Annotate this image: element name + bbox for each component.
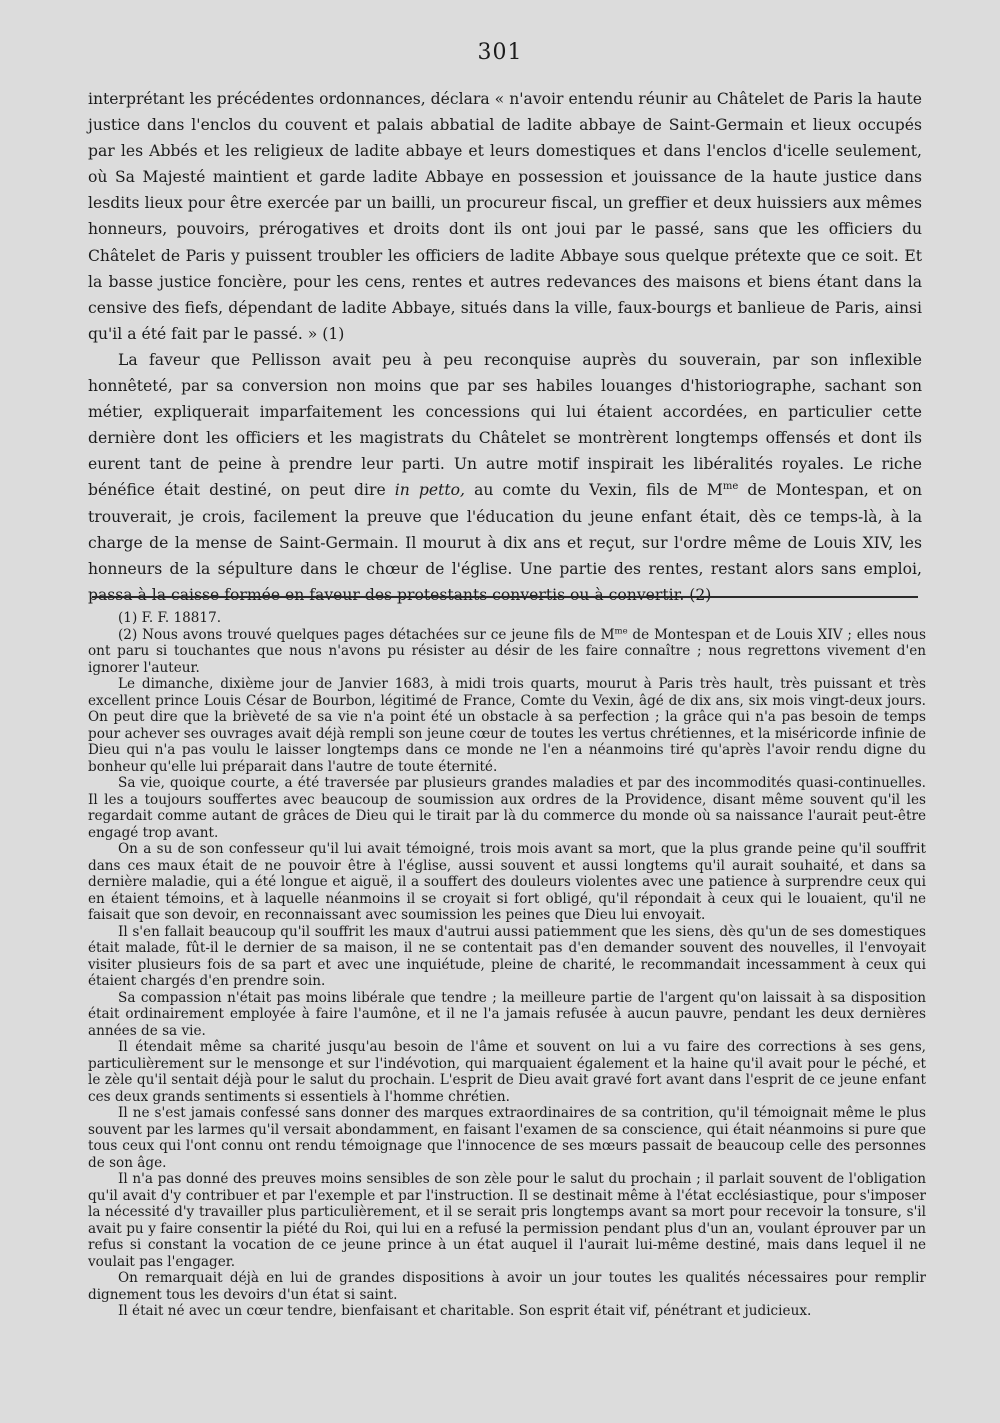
footnote-2-text-a: (2) Nous avons trouvé quelques pages détachées sur ce jeune fils de M: [118, 626, 615, 643]
footnote-paragraph: Sa compassion n'était pas moins libérale que tendre ; la meilleure partie de l'argent qu'on laissait à sa disposition était ordinairement employée à faire l'aumône, et il ne l'a jamais refusée à aucun pauvre, pendant les deux dernières années de sa vie.: [88, 989, 926, 1039]
superscript: me: [614, 625, 628, 636]
footnote-paragraph: Sa vie, quoique courte, a été traversée par plusieurs grandes maladies et par des incommodités quasi-continuelles. Il les a toujours souffertes avec beaucoup de soumission aux ordres de la Providence, disant même souvent qu'il les regardait comme autant de grâces de Dieu qui le tirait par là du commerce du monde où sa naissance l'aurait peut-être engagé trop avant.: [88, 775, 926, 841]
main-paragraph-2-text-b: au comte du Vexin, fils de M: [465, 481, 723, 500]
footnote-2-text-b: de Montespan et de Louis XIV ; elles nous ont paru si touchantes que nous n'avons pu résister au désir de les faire connaître ; nous regrettons vivement d'en ignorer l'auteur.: [88, 626, 926, 676]
footnote-2: [88, 627, 926, 677]
main-paragraph-1: interprétant les précédentes ordonnances, déclara « n'avoir entendu réunir au Châtelet de Paris la haute justice dans l'enclos du couvent et palais abbatial de ladite abbaye de Saint-Germain et lieux occupés par les Abbés et les religieux de ladite abbaye et leurs domestiques et dans l'enclos d'icelle seulement, où Sa Majesté maintient et garde ladite Abbaye en possession et jouissance de la haute justice dans lesdits lieux pour être exercée par un bailli, un procureur fiscal, un greffier et deux huissiers aux mêmes honneurs, pouvoirs, prérogatives et droits dont ils ont joui par le passé, sans que les officiers du Châtelet de Paris y puissent troubler les officiers de ladite Abbaye sous quelque prétexte que ce soit. Et la basse justice foncière, pour les cens, rentes et autres redevances des maisons et biens étant dans la censive des fiefs, dépendant de ladite Abbaye, situés dans la ville, faux-bourgs et banlieue de Paris, ainsi qu'il a été fait par le passé. » (1): [88, 90, 922, 343]
footnote-paragraph: Il s'en fallait beaucoup qu'il souffrit les maux d'autrui aussi patiemment que les siens, dès qu'un de ses domestiques était malade, fût-il le dernier de sa maison, il ne se contentait pas d'en demander souvent des nouvelles, il l'envoyait visiter plusieurs fois de sa part et avec une inquiétude, pleine de charité, le recommandait incessamment à ceux qui étaient chargés d'en prendre soin.: [88, 923, 926, 989]
footnote-paragraph: Il était né avec un cœur tendre, bienfaisant et charitable. Son esprit était vif, pénétrant et judicieux.: [118, 1303, 812, 1319]
footnote-paragraph: Il étendait même sa charité jusqu'au besoin de l'âme et souvent on lui a vu faire des corrections à ses gens, particulièrement sur le mensonge et sur l'indévotion, qui marquaient également et la haine qu'il avait pour le péché, et le zèle qu'il sentait déjà pour le salut du prochain. L'esprit de Dieu avait gravé fort avant dans l'esprit de ce jeune enfant ces deux grands sentiments si essentiels à l'homme chrétien.: [88, 1039, 926, 1105]
footnote-paragraph: On remarquait déjà en lui de grandes dispositions à avoir un jour toutes les qualités nécessaires pour remplir dignement tous les devoirs d'un état si saint.: [88, 1270, 926, 1303]
footnote-paragraph: Il n'a pas donné des preuves moins sensibles de son zèle pour le salut du prochain ; il parlait souvent de l'obligation qu'il avait d'y contribuer et par l'exemple et par l'instruction. Il se destinait même à l'état ecclésiastique, pour s'imposer la nécessité d'y travailler plus particulièrement, et il se serait pris longtemps avant sa mort pour recevoir la tonsure, s'il avait pu y faire consentir la piété du Roi, qui lui en a refusé la permission pendant plus d'un an, voulant éprouver par un refus si constant la vocation de ce jeune prince à un état auquel il l'aurait lui-même destiné, mais dans lequel il ne voulait pas l'engager.: [88, 1171, 926, 1270]
footnotes: [88, 610, 926, 1320]
footnote-paragraph: Le dimanche, dixième jour de Janvier 1683, à midi trois quarts, mourut à Paris très hault, très puissant et très excellent prince Louis César de Bourbon, légitimé de France, Comte du Vexin, âgé de dix ans, six mois vingt-deux jours. On peut dire que la brièveté de sa vie n'a point été un obstacle à sa perfection ; la grâce qui n'a pas besoin de temps pour achever ses ouvrages avait déjà rempli son jeune cœur de toutes les vertus chrétiennes, et la miséricorde infinie de Dieu qui n'a pas voulu le laisser longtemps dans ce monde ne l'en a néanmoins tiré qu'après l'avoir rendu digne du bonheur qu'elle lui préparait dans l'autre de toute éternité.: [88, 676, 926, 775]
superscript: me: [722, 481, 739, 493]
page-number: 301: [477, 40, 523, 65]
footnote-paragraph: On a su de son confesseur qu'il lui avait témoigné, trois mois avant sa mort, que la plus grande peine qu'il souffrit dans ces maux était de ne pouvoir être à l'église, aussi souvent et aussi longtems qu'il aurait souhaité, et dans sa dernière maladie, qui a été longue et aiguë, il a souffert des douleurs violentes avec une patience à surprendre ceux qui en étaient témoins, et à laquelle néanmoins il se croyait si fort obligé, qu'il répondait à ceux qui le louaient, qu'il ne faisait que son devoir, en reconnaissant avec soumission les peines que Dieu lui envoyait.: [88, 841, 926, 923]
main-paragraph-2-text-c: de Montespan, et on trouverait, je crois, facilement la preuve que l'éducation du jeune enfant était, dès ce temps-là, à la charge de la mense de Saint-Germain. Il mourut à dix ans et reçut, sur l'ordre même de Louis XIV, les honneurs de la sépulture dans le chœur de l'église. Une partie des rentes, restant alors sans emploi, passa à la caisse formée en faveur des protestants convertis ou à convertir. (2): [88, 481, 923, 604]
italic-phrase: in petto,: [394, 481, 466, 500]
footnote-paragraph: Il ne s'est jamais confessé sans donner des marques extraordinaires de sa contrition, qu'il témoignait même le plus souvent par les larmes qu'il versait abondamment, en faisant l'examen de sa conscience, qui était néanmoins si pure que tous ceux qui l'ont connu ont rendu témoignage que l'innocence de ses mœurs passait de beaucoup celle des personnes de son âge.: [88, 1105, 926, 1171]
main-paragraph-2-text-a: La faveur que Pellisson avait peu à peu reconquise auprès du souverain, par son inflexible honnêteté, par sa conversion non moins que par ses habiles louanges d'historiographe, sachant son métier, expliquerait imparfaitement les concessions qui lui étaient accordées, en particulier cette dernière dont les officiers et les magistrats du Châtelet se montrèrent longtemps offensés et dont ils eurent tant de peine à prendre leur parti. Un autre motif inspirait les libéralités royales. Le riche bénéfice était destiné, on peut dire: [88, 350, 922, 500]
footnote-divider: [92, 596, 918, 598]
main-text: [88, 86, 922, 608]
main-paragraph-2: [88, 347, 922, 608]
footnote-1: (1) F. F. 18817.: [118, 610, 222, 626]
